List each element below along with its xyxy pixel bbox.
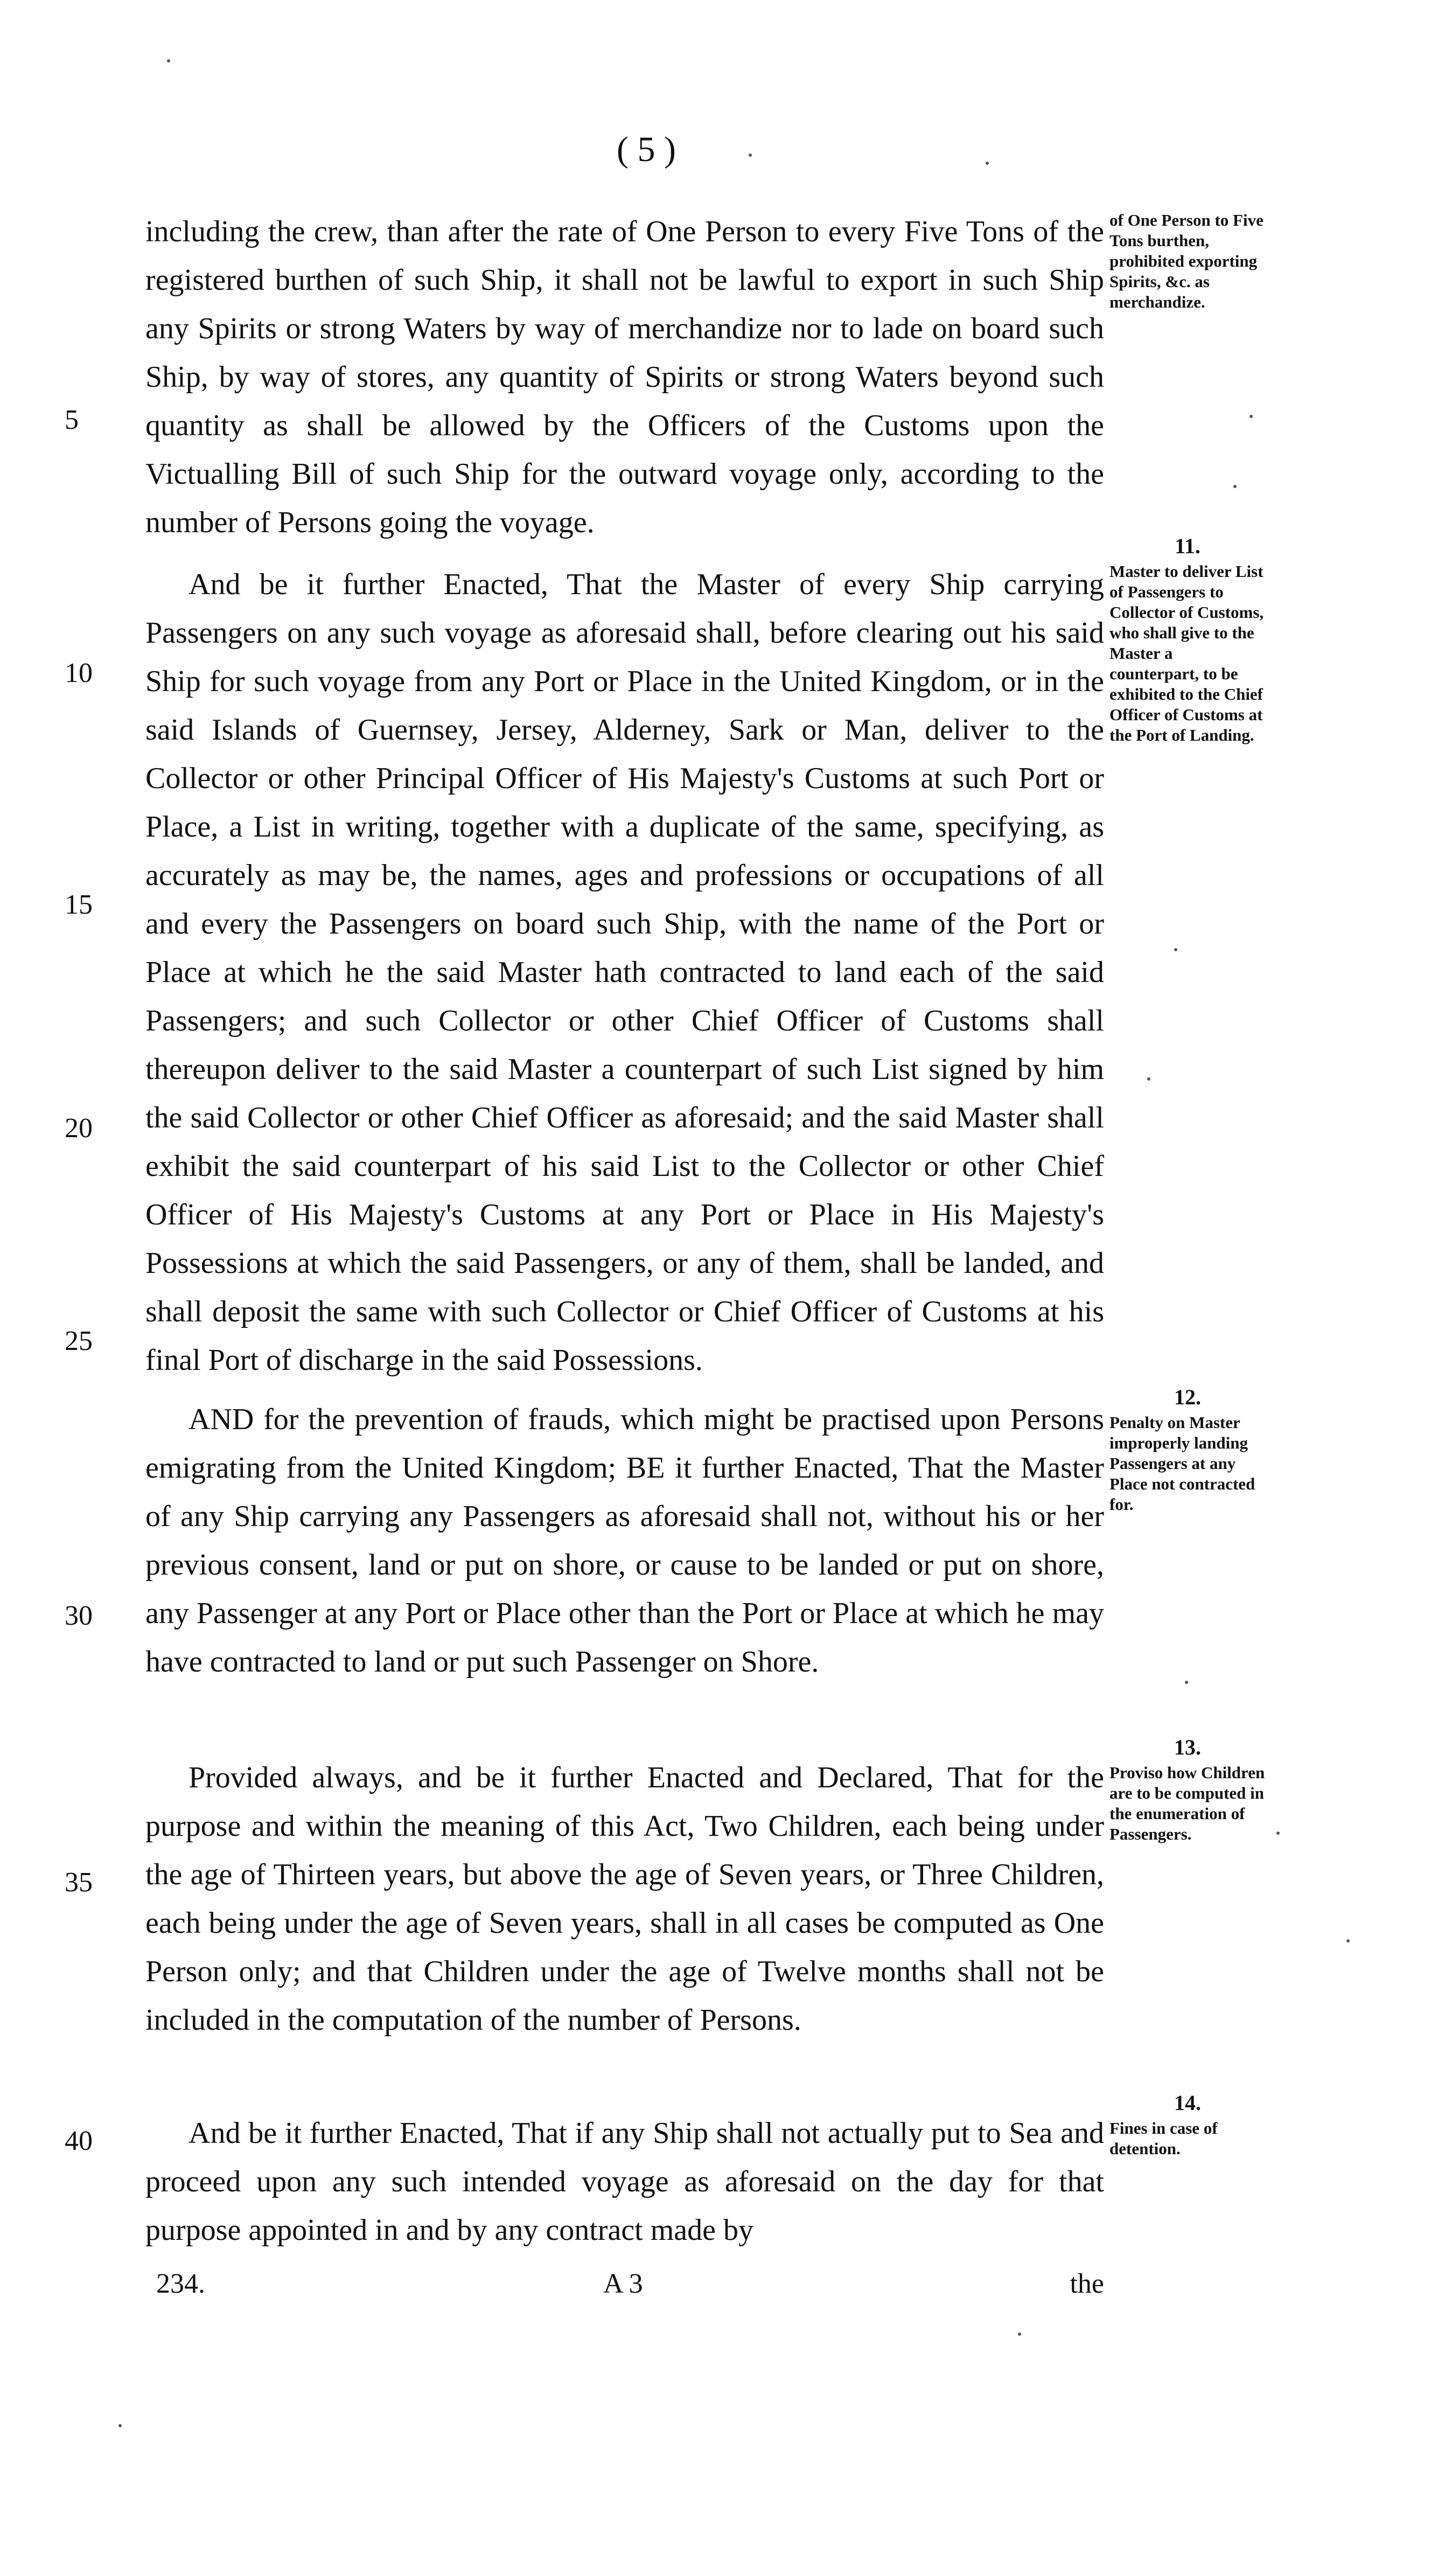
catchword: the [1070, 2268, 1104, 2299]
margin-note-text: of One Person to Five Tons burthen, prohibited exporting Spirits, &c. as merchandize. [1109, 211, 1264, 311]
margin-note-text: Penalty on Master improperly landing Passengers at any Place not contracted for. [1109, 1413, 1255, 1514]
paragraph-4-text: Provided always, and be it further Enacted and Declared, That for the purpose and within the meaning of this Act, Two Children, each being under the age of Thirteen years, but above the age of Seven years, or Three Children, each being under the age of Seven years, shall in all cases be computed as One Person only; and that Children under the age of Twelve months shall not be included in the computation of the number of Persons. [145, 1761, 1104, 2037]
line-number-30: 30 [65, 1600, 93, 1631]
paragraph-1: including the crew, than after the rate of One Person to every Five Tons of the registered burthen of such Ship, it shall not be lawful to export in such Ship any Spirits or strong Waters by way of merchandize nor to lade on board such Ship, by way of stores, any quantity of Spirits or strong Waters beyond such quantity as shall be allowed by the Officers of the Customs upon the Victualling Bill of such Ship for the outward voyage only, according to the number of Persons going the voyage. [145, 215, 1104, 539]
scan-speck [1147, 1077, 1150, 1081]
scan-speck [1346, 1939, 1350, 1943]
scan-speck [1233, 485, 1237, 488]
line-number-15: 15 [65, 889, 93, 920]
section-number: 13. [1174, 1735, 1201, 1759]
paragraph-5-text: And be it further Enacted, That if any Ship shall not actually put to Sea and proceed upon any such intended voyage as aforesaid on the day for that purpose appointed in and by any contract made by [145, 2117, 1104, 2247]
line-number-20: 20 [65, 1113, 93, 1144]
section-number: 14. [1174, 2091, 1201, 2115]
margin-note-text: Proviso how Children are to be computed in the enumeration of Passengers. [1109, 1763, 1265, 1843]
paragraph-3 [145, 1395, 1104, 1686]
section-number: 11. [1175, 534, 1200, 558]
margin-note-section-12 [1109, 1384, 1266, 1515]
scan-speck [1276, 1832, 1280, 1835]
paragraph-2-text: And be it further Enacted, That the Master of every Ship carrying Passengers on any such voyage as aforesaid shall, before clearing out his said Ship for such voyage from any Port or Place in the United Kingdom, or in the said Islands of Guernsey, Jersey, Alderney, Sark or Man, deliver to the Collector or other Principal Officer of His Majesty's Customs at such Port or Place, a List in writing, together with a duplicate of the same, specifying, as accurately as may be, the names, ages and professions or occupations of all and every the Passengers on board such Ship, with the name of the Port or Place at which he the said Master hath contracted to land each of the said Passengers; and such Collector or other Chief Officer of Customs shall thereupon deliver to the said Master a counterpart of such List signed by him the said Collector or other Chief Officer as aforesaid; and the said Master shall exhibit the said counterpart of his said List to the Collector or other Chief Officer of His Majesty's Customs at any Port or Place in His Majesty's Possessions at which the said Passengers, or any of them, shall be landed, and shall deposit the same with such Collector or Chief Officer of Customs at his final Port of discharge in the said Possessions. [145, 568, 1104, 1377]
margin-note-text: Master to deliver List of Passengers to Collector of Customs, who shall give to the Master a counterpart, to be exhibited to the Chief Officer of Customs at the Port of Landing. [1109, 562, 1264, 744]
margin-note-text: Fines in case of detention. [1109, 2119, 1218, 2158]
section-number: 12. [1174, 1385, 1201, 1409]
signature-mark: A 3 [603, 2268, 643, 2299]
line-number-35: 35 [65, 1867, 93, 1898]
scan-speck [1185, 1681, 1188, 1684]
line-number-5: 5 [65, 405, 79, 435]
paragraph-2 [145, 560, 1104, 1384]
scan-speck [167, 59, 170, 62]
margin-note-section-13 [1109, 1735, 1266, 1844]
scan-speck [986, 162, 989, 165]
line-number-25: 25 [65, 1326, 93, 1356]
margin-note-section-11 [1109, 533, 1266, 746]
scan-speck [1249, 415, 1253, 418]
paragraph-3-text: AND for the prevention of frauds, which might be practised upon Persons emigrating from the United Kingdom; BE it further Enacted, That the Master of any Ship carrying any Passengers as aforesaid shall not, without his or her previous consent, land or put on shore, or cause to be landed or put on shore, any Passenger at any Port or Place other than the Port or Place at which he may have contracted to land or put such Passenger on Shore. [145, 1403, 1104, 1679]
line-number-40: 40 [65, 2126, 93, 2156]
scan-speck [749, 154, 752, 157]
signature-number: 234. [156, 2268, 205, 2299]
scan-speck [1018, 2333, 1021, 2336]
scan-speck [1174, 948, 1177, 951]
page-footer [145, 2260, 1104, 2308]
scan-speck [118, 2424, 122, 2427]
paragraph-5 [145, 2109, 1104, 2254]
page-number: ( 5 ) [617, 130, 676, 169]
margin-note-export-spirits [1109, 210, 1266, 312]
margin-note-section-14 [1109, 2090, 1266, 2159]
paragraph-4 [145, 1753, 1104, 2044]
line-number-10: 10 [65, 658, 93, 688]
